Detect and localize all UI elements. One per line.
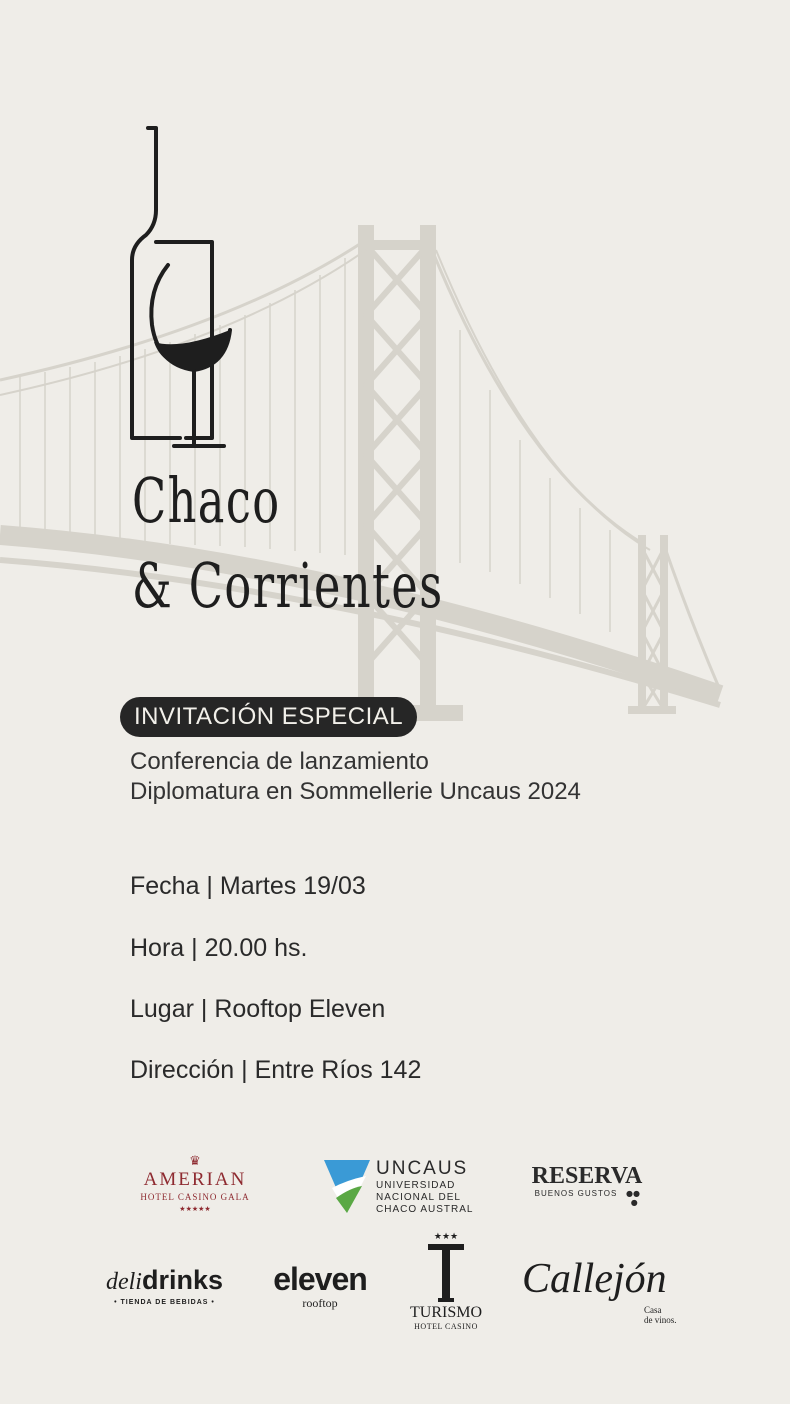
callejon-name: Callejón <box>522 1256 667 1302</box>
uncaus-name: UNCAUS <box>376 1158 469 1179</box>
detail-date: Fecha | Martes 19/03 <box>130 872 366 900</box>
uncaus-line-1: UNIVERSIDAD <box>376 1180 456 1191</box>
subtitle-line-2: Diplomatura en Sommellerie Uncaus 2024 <box>130 778 581 805</box>
eleven-name: eleven <box>273 1261 367 1297</box>
subtitle-line-1: Conferencia de lanzamiento <box>130 748 429 775</box>
callejon-sub-1: Casa <box>644 1305 662 1315</box>
sponsor-callejon-logo <box>522 1255 702 1335</box>
turismo-sub: HOTEL CASINO <box>414 1322 478 1331</box>
sponsor-amerian-logo <box>120 1155 270 1215</box>
detail-time: Hora | 20.00 hs. <box>130 934 308 962</box>
sponsor-turismo-logo <box>402 1232 490 1331</box>
title-line-2: & Corrientes <box>132 549 444 622</box>
eleven-sub: rooftop <box>302 1296 338 1310</box>
sponsor-reserva-logo <box>522 1163 652 1207</box>
turismo-stars: ★★★ <box>433 1232 459 1242</box>
turismo-name: TURISMO <box>409 1304 482 1321</box>
sponsor-uncaus-logo <box>322 1158 482 1218</box>
crown-icon: ♛ <box>189 1154 201 1169</box>
uncaus-line-2: NACIONAL DEL <box>376 1192 461 1203</box>
amerian-stars: ★★★★★ <box>179 1205 211 1213</box>
wine-bottle-glass-icon <box>120 120 250 460</box>
uncaus-line-3: CHACO AUSTRAL <box>376 1204 474 1215</box>
grape-dots-icon: ●● ● <box>626 1189 640 1207</box>
delidrinks-sub: • TIENDA DE BEBIDAS • <box>114 1299 215 1306</box>
detail-place: Lugar | Rooftop Eleven <box>130 995 386 1023</box>
delidrinks-part2: drinks <box>141 1265 224 1295</box>
reserva-name: RESERVA <box>531 1163 643 1189</box>
turismo-column-icon <box>426 1242 466 1304</box>
amerian-name: AMERIAN <box>143 1169 247 1190</box>
amerian-sub: HOTEL CASINO GALA <box>140 1192 250 1202</box>
sponsor-eleven-logo <box>262 1262 378 1311</box>
title-line-1: Chaco <box>132 464 281 537</box>
invitation-badge: INVITACIÓN ESPECIAL <box>120 697 417 737</box>
sponsor-delidrinks-logo <box>92 1265 237 1306</box>
delidrinks-part1: deli <box>105 1269 142 1295</box>
uncaus-emblem-icon <box>322 1158 372 1214</box>
reserva-sub: BUENOS GUSTOS <box>534 1189 618 1198</box>
callejon-sub-2: de vinos. <box>644 1315 677 1325</box>
detail-address: Dirección | Entre Ríos 142 <box>130 1056 422 1084</box>
